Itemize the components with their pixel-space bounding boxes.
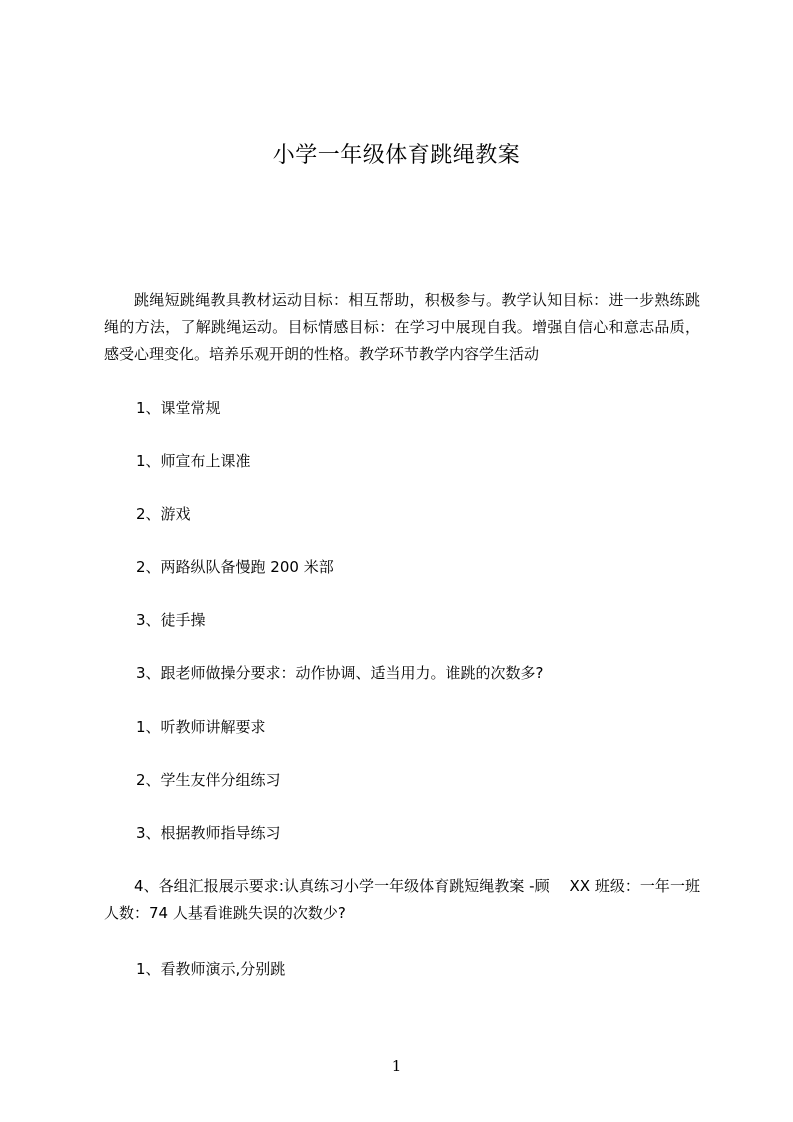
list-item: 2、游戏: [136, 505, 191, 523]
report-paragraph: 4、各组汇报展示要求:认真练习小学一年级体育跳短绳教案 -顾 XX 班级：一年一班人数：74 人基看谁跳失误的次数少?: [104, 877, 700, 922]
list-item: 3、徒手操: [136, 611, 206, 629]
document-title: 小学一年级体育跳绳教案: [272, 143, 521, 168]
list-item: 1、课堂常规: [136, 399, 221, 417]
list-item: 3、跟老师做操分要求：动作协调、适当用力。谁跳的次数多?: [136, 664, 544, 682]
list-item: 1、看教师演示,分别跳: [136, 960, 286, 978]
list-item: 2、学生友伴分组练习: [136, 771, 281, 789]
list-item: 1、师宣布上课准: [136, 452, 251, 470]
page-number: 1: [391, 1057, 402, 1075]
list-item: 3、根据教师指导练习: [136, 824, 281, 842]
list-item: 1、听教师讲解要求: [136, 718, 266, 736]
intro-paragraph: 跳绳短跳绳教具教材运动目标：相互帮助，积极参与。教学认知目标：进一步熟练跳绳的方法，了解跳绳运动。目标情感目标：在学习中展现自我。增强自信心和意志品质，感受心理变化。培养乐观开朗的性格。教学环节教学内容学生活动: [104, 291, 700, 363]
list-item: 2、两路纵队备慢跑 200 米部: [136, 558, 334, 576]
